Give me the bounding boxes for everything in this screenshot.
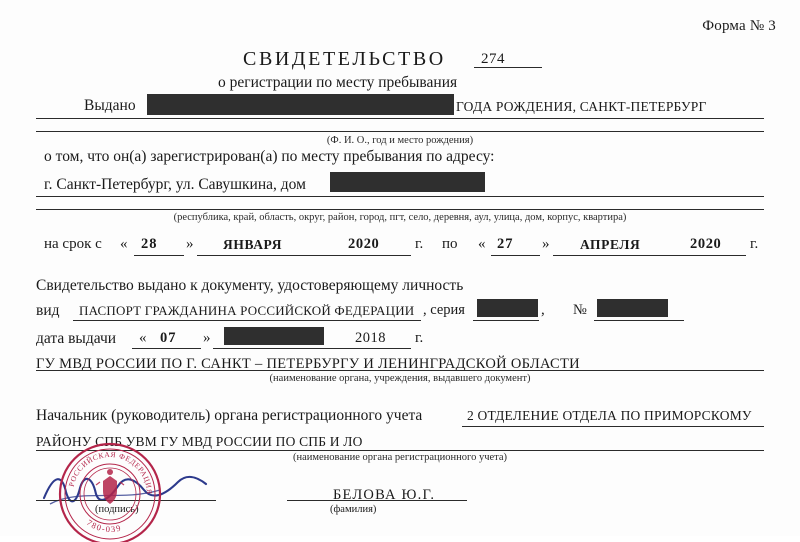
certificate-number-underline bbox=[474, 67, 542, 68]
identity-date-year-underline bbox=[345, 348, 411, 349]
chief-label: Начальник (руководитель) органа регистрационного учета bbox=[36, 407, 423, 424]
identity-series-underline bbox=[473, 320, 539, 321]
term-day-from: 28 bbox=[141, 236, 158, 252]
term-day-to-underline bbox=[491, 255, 540, 256]
identity-date-month-underline bbox=[213, 348, 345, 349]
term-month-from: ЯНВАРЯ bbox=[223, 237, 283, 252]
identity-date-quote-open: « bbox=[139, 330, 147, 346]
identity-date-label: дата выдачи bbox=[36, 330, 117, 347]
chief-underline-2 bbox=[36, 450, 764, 451]
term-day-from-underline bbox=[134, 255, 184, 256]
certificate-number: 274 bbox=[481, 51, 505, 67]
redaction-number bbox=[597, 299, 668, 317]
term-g-label-2: г. bbox=[750, 236, 759, 252]
chief-surname-value: БЕЛОВА Ю.Г. bbox=[333, 487, 436, 503]
term-to-label: по bbox=[442, 236, 458, 252]
svg-text:РОССИЙСКАЯ ФЕДЕРАЦИЯ: РОССИЙСКАЯ ФЕДЕРАЦИЯ bbox=[66, 449, 155, 495]
fio-second-underline bbox=[36, 131, 764, 132]
term-month-to-underline bbox=[553, 255, 683, 256]
identity-date-g-label: г. bbox=[415, 330, 424, 346]
page-subtitle: о регистрации по месту пребывания bbox=[218, 74, 458, 91]
identity-series-label: , серия bbox=[423, 302, 465, 318]
identity-number-underline bbox=[594, 320, 684, 321]
caption-organ: (наименование органа, учреждения, выдавшего документ) bbox=[269, 373, 531, 384]
term-quote-close-2: » bbox=[542, 236, 550, 252]
surname-underline bbox=[287, 500, 467, 501]
identity-date-day: 07 bbox=[160, 330, 177, 346]
identity-organ-underline bbox=[36, 370, 764, 371]
redaction-series bbox=[477, 299, 538, 317]
redaction-fio bbox=[147, 94, 454, 115]
term-quote-close-1: » bbox=[186, 236, 194, 252]
redaction-address bbox=[330, 172, 485, 192]
form-number: Форма № 3 bbox=[702, 18, 776, 34]
issued-underline bbox=[36, 118, 764, 119]
term-year-from-underline bbox=[341, 255, 411, 256]
issued-label: Выдано bbox=[84, 97, 136, 114]
chief-underline-1 bbox=[462, 426, 764, 427]
term-quote-open-2: « bbox=[478, 236, 486, 252]
identity-kind-underline bbox=[73, 320, 421, 321]
identity-organ-value: ГУ МВД РОССИИ ПО Г. САНКТ – ПЕТЕРБУРГУ И ЛЕНИНГРАДСКОЙ ОБЛАСТИ bbox=[36, 356, 580, 372]
term-day-to: 27 bbox=[497, 236, 514, 252]
identity-series-comma: , bbox=[541, 302, 545, 318]
chief-value-line-2: РАЙОНУ СПБ УВМ ГУ МВД РОССИИ ПО СПБ И ЛО bbox=[36, 434, 363, 449]
caption-address: (республика, край, область, округ, район, город, пгт, село, деревня, аул, улица, дом, корпус, квартира) bbox=[173, 212, 627, 223]
term-month-to: АПРЕЛЯ bbox=[580, 237, 641, 252]
identity-date-year: 2018 bbox=[355, 330, 386, 346]
redaction-date-month bbox=[224, 327, 324, 345]
signature-underline bbox=[36, 500, 216, 501]
term-year-to-underline bbox=[683, 255, 746, 256]
identity-doc-statement: Свидетельство выдано к документу, удостоверяющему личность bbox=[36, 277, 464, 294]
caption-surname: (фамилия) bbox=[330, 504, 377, 515]
page-title: СВИДЕТЕЛЬСТВО bbox=[243, 48, 446, 70]
term-year-to: 2020 bbox=[690, 236, 722, 252]
identity-date-day-underline bbox=[132, 348, 201, 349]
registration-statement: о том, что он(а) зарегистрирован(а) по месту пребывания по адресу: bbox=[44, 148, 495, 165]
identity-kind-label: вид bbox=[36, 302, 60, 319]
address-value: г. Санкт-Петербург, ул. Савушкина, дом bbox=[44, 176, 306, 193]
address-underline-2 bbox=[36, 209, 764, 210]
issued-value-tail: ГОДА РОЖДЕНИЯ, САНКТ-ПЕТЕРБУРГ bbox=[456, 99, 707, 114]
term-g-label-1: г. bbox=[415, 236, 424, 252]
caption-fio: (Ф. И. О., год и место рождения) bbox=[326, 135, 474, 146]
term-year-from: 2020 bbox=[348, 236, 380, 252]
term-month-from-underline bbox=[197, 255, 341, 256]
term-quote-open-1: « bbox=[120, 236, 128, 252]
address-underline-1 bbox=[36, 196, 764, 197]
identity-kind-value: ПАСПОРТ ГРАЖДАНИНА РОССИЙСКОЙ ФЕДЕРАЦИИ bbox=[79, 303, 415, 318]
caption-chief-organ: (наименование органа регистрационного учета) bbox=[292, 452, 508, 463]
identity-date-quote-close: » bbox=[203, 330, 211, 346]
term-from-label: на срок с bbox=[44, 236, 102, 252]
svg-text:780-039: 780-039 bbox=[84, 517, 123, 535]
chief-value-line-1: 2 ОТДЕЛЕНИЕ ОТДЕЛА ПО ПРИМОРСКОМУ bbox=[467, 408, 752, 423]
caption-signature: (подпись) bbox=[95, 504, 139, 515]
identity-number-label: № bbox=[573, 302, 587, 318]
